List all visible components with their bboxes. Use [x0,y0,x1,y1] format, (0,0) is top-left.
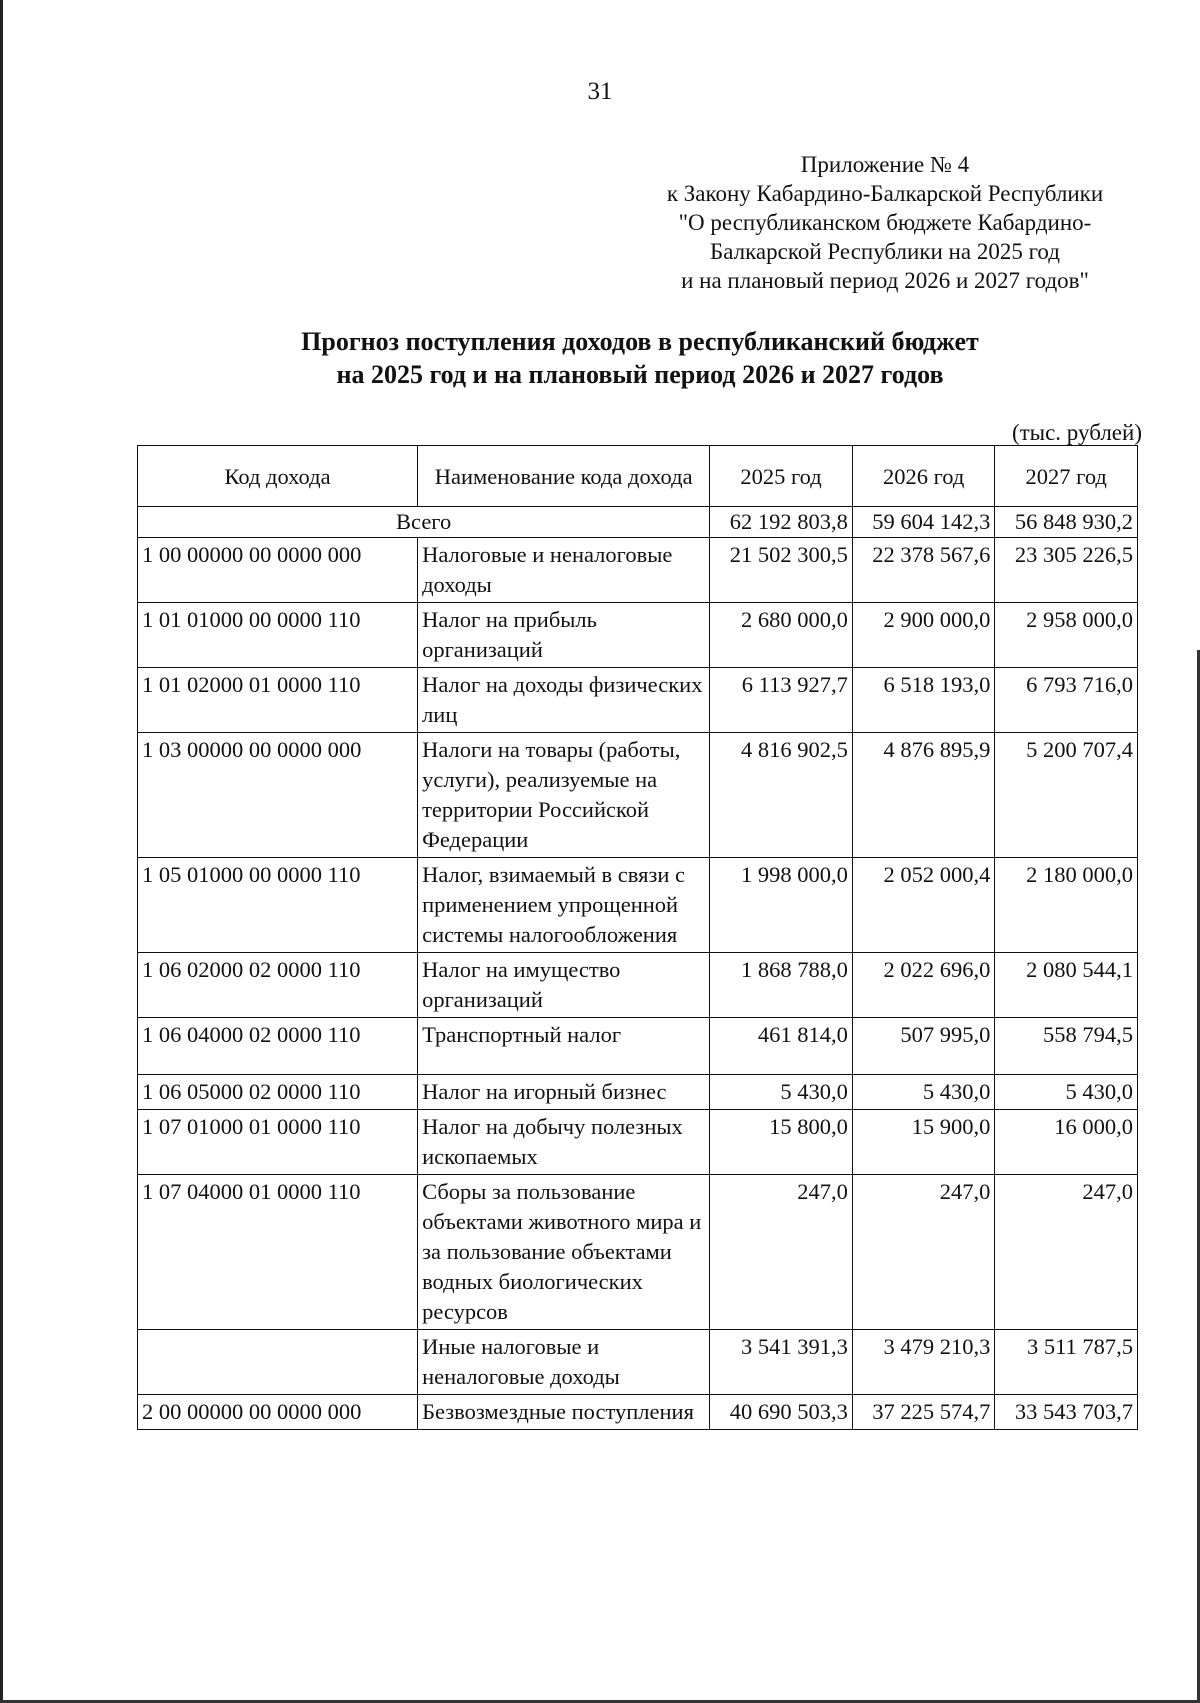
value-2027: 3 511 787,5 [995,1330,1138,1395]
value-2025: 4 816 902,5 [710,733,853,858]
income-code: 1 07 04000 01 0000 110 [138,1175,418,1330]
value-2026: 22 378 567,6 [852,538,995,603]
header-code: Код дохода [138,446,418,507]
income-code: 2 00 00000 00 0000 000 [138,1395,418,1430]
appendix-line: Балкарской Республики на 2025 год [710,239,1060,264]
revenue-forecast-table [137,445,1138,1430]
table-row [138,1075,1138,1110]
income-name: Налог, взимаемый в связи с применением упрощенной системы налогообложения [418,858,710,953]
value-2026: 2 022 696,0 [852,953,995,1018]
income-code: 1 06 04000 02 0000 110 [138,1018,418,1075]
income-name: Безвозмездные поступления [418,1395,710,1430]
total-label: Всего [138,507,710,538]
header-2027: 2027 год [995,446,1138,507]
value-2027: 5 200 707,4 [995,733,1138,858]
value-2027: 23 305 226,5 [995,538,1138,603]
title-line-1: Прогноз поступления доходов в республиканский бюджет [301,327,979,356]
value-2027: 558 794,5 [995,1018,1138,1075]
scan-edge-left [0,0,3,1703]
income-code [138,1330,418,1395]
table-row [138,538,1138,603]
header-2025: 2025 год [710,446,853,507]
value-2027: 2 958 000,0 [995,603,1138,668]
income-name: Сборы за пользование объектами животного мира и за пользование объектами водных биологических ресурсов [418,1175,710,1330]
table-row [138,953,1138,1018]
table-row [138,1330,1138,1395]
value-2026: 5 430,0 [852,1075,995,1110]
value-2025: 461 814,0 [710,1018,853,1075]
income-code: 1 05 01000 00 0000 110 [138,858,418,953]
value-2027: 5 430,0 [995,1075,1138,1110]
value-2026: 2 052 000,4 [852,858,995,953]
value-2026: 4 876 895,9 [852,733,995,858]
value-2026: 2 900 000,0 [852,603,995,668]
page-number: 31 [587,78,613,105]
income-code: 1 00 00000 00 0000 000 [138,538,418,603]
total-2026: 59 604 142,3 [852,507,995,538]
income-name: Налог на игорный бизнес [418,1075,710,1110]
header-2026: 2026 год [852,446,995,507]
income-name: Транспортный налог [418,1018,710,1075]
income-name: Налоговые и неналоговые доходы [418,538,710,603]
value-2025: 247,0 [710,1175,853,1330]
value-2026: 3 479 210,3 [852,1330,995,1395]
table-row [138,1018,1138,1075]
total-2025: 62 192 803,8 [710,507,853,538]
value-2025: 21 502 300,5 [710,538,853,603]
total-2027: 56 848 930,2 [995,507,1138,538]
income-code: 1 06 02000 02 0000 110 [138,953,418,1018]
income-code: 1 01 01000 00 0000 110 [138,603,418,668]
income-code: 1 01 02000 01 0000 110 [138,668,418,733]
income-code: 1 06 05000 02 0000 110 [138,1075,418,1110]
value-2026: 15 900,0 [852,1110,995,1175]
income-name: Налог на имущество организаций [418,953,710,1018]
value-2027: 2 080 544,1 [995,953,1138,1018]
value-2027: 33 543 703,7 [995,1395,1138,1430]
value-2027: 6 793 716,0 [995,668,1138,733]
value-2026: 6 518 193,0 [852,668,995,733]
income-code: 1 07 01000 01 0000 110 [138,1110,418,1175]
value-2025: 5 430,0 [710,1075,853,1110]
value-2025: 1 868 788,0 [710,953,853,1018]
value-2025: 2 680 000,0 [710,603,853,668]
value-2025: 1 998 000,0 [710,858,853,953]
value-2025: 15 800,0 [710,1110,853,1175]
income-code: 1 03 00000 00 0000 000 [138,733,418,858]
value-2025: 6 113 927,7 [710,668,853,733]
title-line-2: на 2025 год и на плановый период 2026 и 2027 годов [336,360,944,389]
table-row [138,668,1138,733]
value-2025: 3 541 391,3 [710,1330,853,1395]
table-row [138,1395,1138,1430]
appendix-line: и на плановый период 2026 и 2027 годов" [681,268,1089,293]
value-2025: 40 690 503,3 [710,1395,853,1430]
table-row [138,858,1138,953]
value-2026: 247,0 [852,1175,995,1330]
value-2026: 37 225 574,7 [852,1395,995,1430]
units-label: (тыс. рублей) [1011,420,1142,445]
table-row [138,733,1138,858]
income-name: Иные налоговые и неналоговые доходы [418,1330,710,1395]
value-2027: 2 180 000,0 [995,858,1138,953]
income-name: Налоги на товары (работы, услуги), реализуемые на территории Российской Федерации [418,733,710,858]
income-name: Налог на доходы физических лиц [418,668,710,733]
income-name: Налог на прибыль организаций [418,603,710,668]
header-name: Наименование кода дохода [418,446,710,507]
value-2026: 507 995,0 [852,1018,995,1075]
value-2027: 16 000,0 [995,1110,1138,1175]
value-2027: 247,0 [995,1175,1138,1330]
appendix-line: "О республиканском бюджете Кабардино- [678,210,1092,235]
appendix-note [640,150,1130,295]
document-title [140,325,1140,391]
appendix-line: Приложение № 4 [800,152,970,177]
table-row [138,1110,1138,1175]
table-row [138,603,1138,668]
income-name: Налог на добычу полезных ископаемых [418,1110,710,1175]
appendix-line: к Закону Кабардино-Балкарской Республики [666,181,1104,206]
table-header-row [138,446,1138,507]
table-row [138,1175,1138,1330]
total-row [138,507,1138,538]
